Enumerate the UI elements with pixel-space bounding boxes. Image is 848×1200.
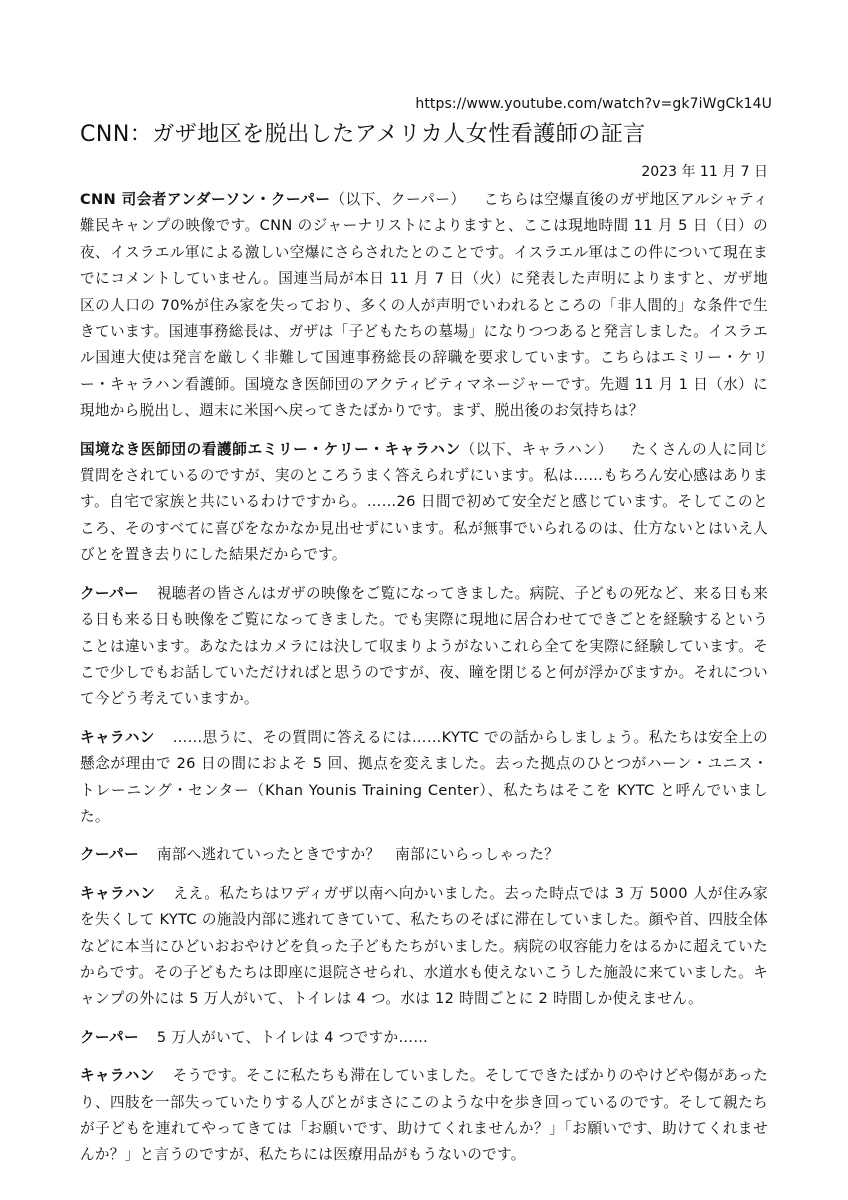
speaker-name: クーパー <box>80 1028 139 1046</box>
speaker-alias: （以下、クーパー） <box>330 191 466 208</box>
transcript-paragraph <box>80 1063 768 1169</box>
transcript-paragraph <box>80 187 768 425</box>
paragraph-text: 南部へ逃れていったときですか？ 南部にいらっしゃった？ <box>156 846 559 864</box>
paragraph-text: そうです。そこに私たちも滞在していました。そしてできたばかりのやけどや傷があったり、四肢を一部失っていたりする人びとがまさにこのような中を歩き回っているのです。そして親たちが子どもを連れてやってきては「お願いです、助けてくれませんか？」「お願いです、助けてくれませんか？」と言うのですが、私たちには医療用品がもうないのです。 <box>80 1067 768 1164</box>
paragraph-text: ええ。私たちはワディガザ以南へ向かいました。去った時点では 3 万 5000 人が住み家を失くして KYTC の施設内部に逃れてきていて、私たちのそばに滞在していました。顔や首、四肢全体などに本当にひどいおおやけどを負った子どもたちがいました。病院の収容能力をはるかに超えていたからです。その子どもたちは即座に退院させられ、水道水も使えないこうした施設に来ていました。キャンプの外には 5 万人がいて、トイレは 4 つ。水は 12 時間ごとに 2 時間しか使えません。 <box>80 884 768 1008</box>
speaker-name: クーパー <box>80 584 139 602</box>
transcript-paragraph <box>80 1025 768 1051</box>
speaker-alias: （以下、キャラハン） <box>460 440 613 458</box>
paragraph-text: こちらは空爆直後のガザ地区アルシャティ難民キャンプの映像です。CNN のジャーナリストによりますと、ここは現地時間 11 月 5 日（日）の夜、イスラエル軍による激しい空爆にさらされたとのことです。イスラエル軍はこの件について現在までにコメントしていません。国連当局が本日 11 月 7 日（火）に発表した声明によりますと、ガザ地区の人口の 70%が住み家を失っており、多くの人が声明でいわれるところの「非人間的」な条件で生きています。国連事務総長は、ガザは「子どもたちの墓場」になりつつあると発言しました。イスラエル国連大使は発言を厳しく非難して国連事務総長の辞職を要求しています。こちらはエミリー・ケリー・キャラハン看護師。国境なき医師団のアクティビティマネージャーです。先週 11 月 1 日（水）に現地から脱出し、週末に米国へ戻ってきたばかりです。まず、脱出後のお気持ちは？ <box>80 191 768 420</box>
speaker-name: 国境なき医師団の看護師エミリー・ケリー・キャラハン <box>80 440 461 458</box>
paragraph-text: 視聴者の皆さんはガザの映像をご覧になってきました。病院、子どもの死など、来る日も来る日も来る日も映像をご覧になってきました。でも実際に現地に居合わせてできごとを経験するということは違います。あなたはカメラには決して収まりようがないこれら全てを実際に経験しています。そこで少しでもお話していただければと思うのですが、夜、瞳を閉じると何が浮かびますか。それについて今どう考えていますか。 <box>80 584 768 708</box>
transcript-body <box>80 187 768 1181</box>
paragraph-text: 5 万人がいて、トイレは 4 つですか…… <box>156 1028 429 1046</box>
document-date: 2023 年 11 月 7 日 <box>641 164 768 180</box>
speaker-name: クーパー <box>80 846 139 864</box>
speaker-name: キャラハン <box>80 1067 155 1085</box>
transcript-paragraph <box>80 842 768 868</box>
transcript-paragraph <box>80 881 768 1013</box>
paragraph-text: たくさんの人に同じ質問をされているのですが、実のところうまく答えられずにいます。私は……もちろん安心感はあります。自宅で家族と共にいるわけですから。……26 日間で初めて安全だと感じています。そしてこのところ、そのすべてに喜びをなかなか見出せずにいます。私が無事でいられるのは、仕方ないとはいえ人びとを置き去りにした結果だからです。 <box>80 440 768 564</box>
transcript-paragraph <box>80 437 768 569</box>
speaker-name: CNN 司会者アンダーソン・クーパー <box>80 191 331 208</box>
speaker-name: キャラハン <box>80 884 156 902</box>
transcript-paragraph <box>80 581 768 713</box>
transcript-paragraph <box>80 725 768 831</box>
speaker-name: キャラハン <box>80 728 155 746</box>
paragraph-text: ……思うに、その質問に答えるには……KYTC での話からしましょう。私たちは安全上の懸念が理由で 26 日の間におよそ 5 回、拠点を変えました。去った拠点のひとつがハーン・ユニス・トレーニング・センター（Khan Younis Training Center）、私たちはそこを KYTC と呼んでいました。 <box>80 728 768 825</box>
document-title: CNN：ガザ地区を脱出したアメリカ人女性看護師の証言 <box>80 122 646 147</box>
source-url: https://www.youtube.com/watch?v=gk7iWgCk14U <box>415 96 772 112</box>
